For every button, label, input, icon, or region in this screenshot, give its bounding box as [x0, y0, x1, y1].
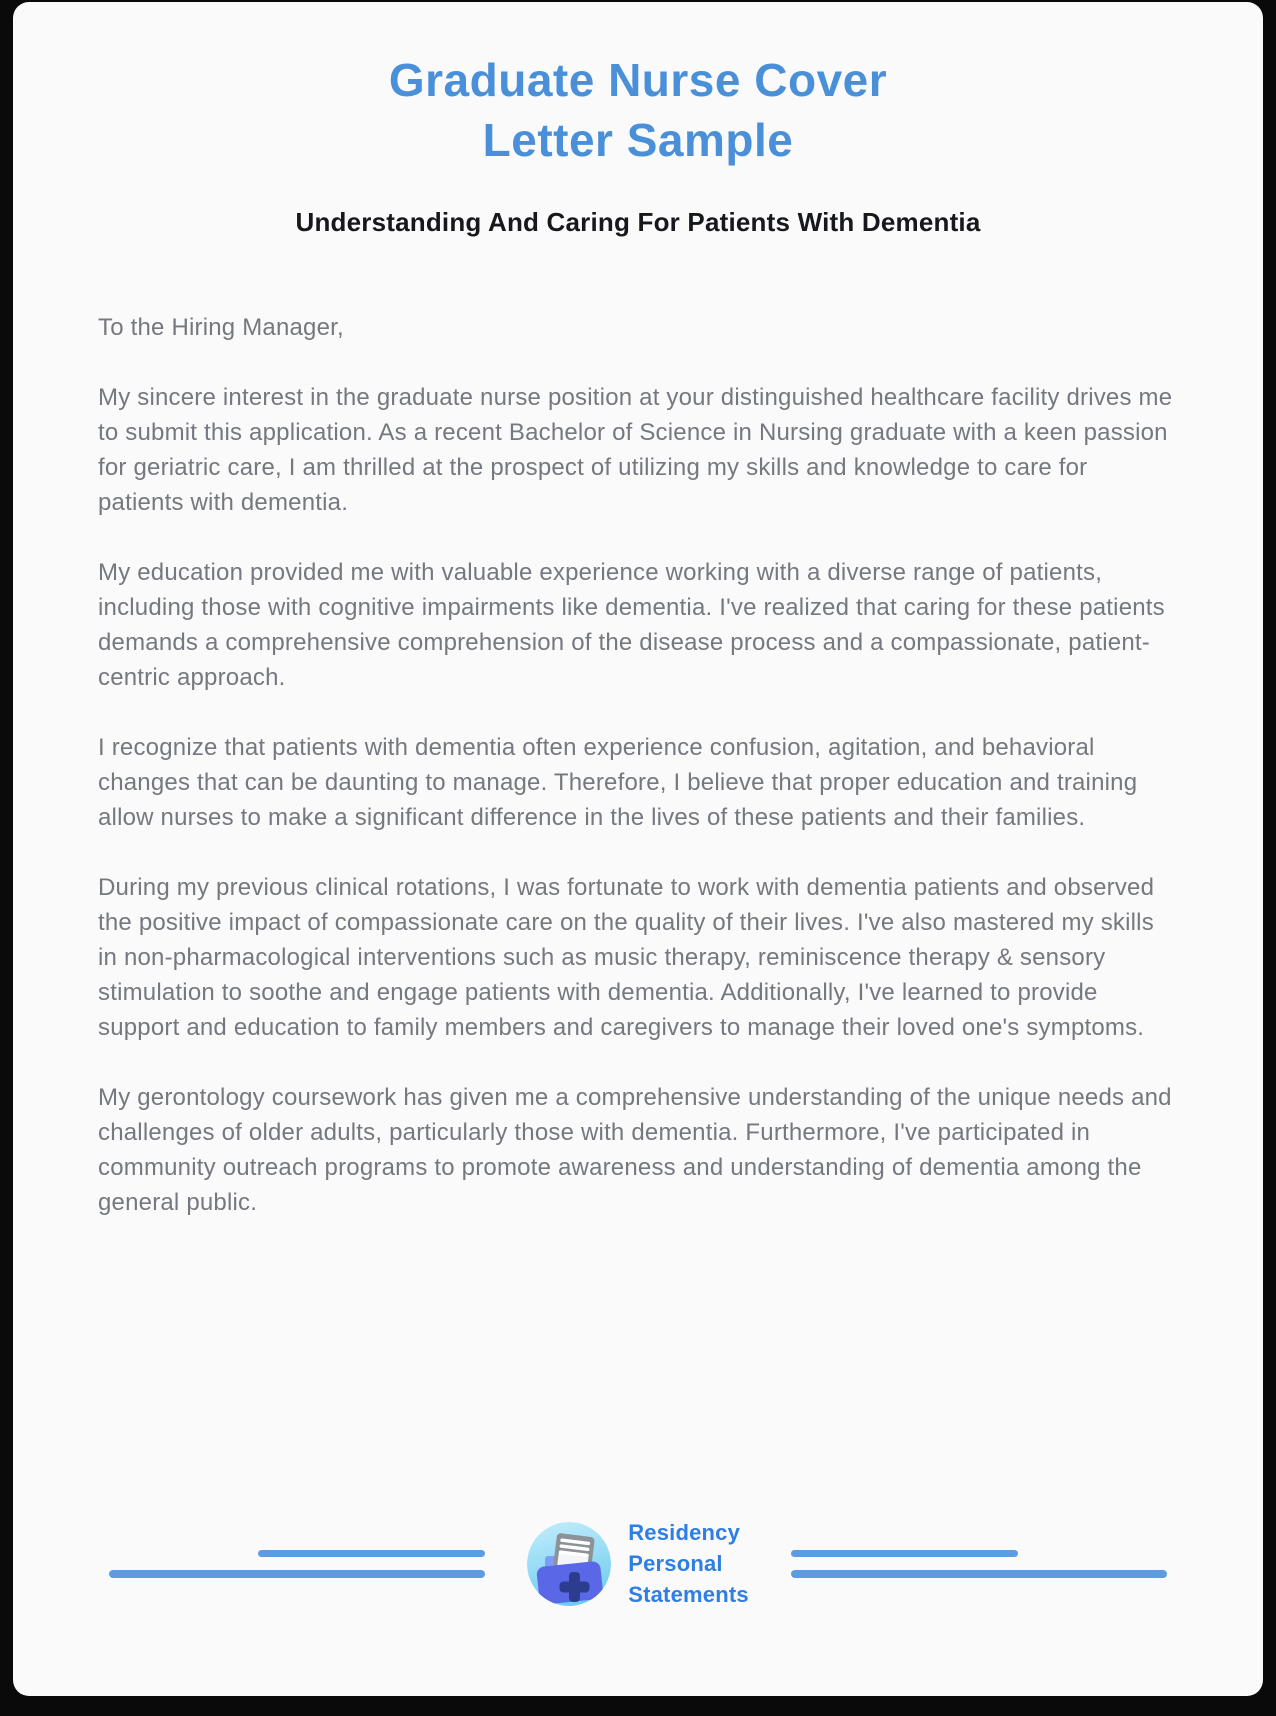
letter-paragraph-5: My gerontology coursework has given me a comprehensive understanding of the unique needs and challenges of older adults, particularly those with dementia. Furthermore, I've participated in community outreach programs to promote awareness and understanding of dementia among the general public.: [98, 1084, 1172, 1216]
divider-lines-left: [109, 1550, 485, 1578]
brand-logo: [527, 1517, 749, 1610]
letter-paragraph-2: My education provided me with valuable experience working with a diverse range of patients, including those with cognitive impairments like dementia. I've realized that caring for these patients demands a comprehensive comprehension of the disease process and a compassionate, patient-centric approach.: [98, 559, 1165, 691]
page-title-line-2: Letter Sample: [482, 114, 794, 166]
divider-line: [791, 1550, 1018, 1557]
divider-line: [109, 1570, 485, 1578]
divider-lines-right: [791, 1550, 1167, 1578]
brand-footer: [13, 1517, 1263, 1610]
letter-paragraph-3: I recognize that patients with dementia often experience confusion, agitation, and behavioral changes that can be daunting to manage. Therefore, I believe that proper education and training allow nurses to make a significant difference in the lives of these patients and their families.: [98, 734, 1138, 831]
brand-name-line-2: Personal: [628, 1551, 723, 1576]
letter-paragraph-4: During my previous clinical rotations, I was fortunate to work with dementia patients and observed the positive impact of compassionate care on the quality of their lives. I've also mastered my skills in non-pharmacological interventions such as music therapy, reminiscence therapy & sensory stimulation to soothe and engage patients with dementia. Additionally, I've learned to provide support and education to family members and caregivers to manage their loved one's symptoms.: [98, 874, 1155, 1041]
page-subtitle: Understanding And Caring For Patients With Dementia: [295, 207, 981, 237]
letter-body: [98, 310, 1178, 1220]
brand-name-line-1: Residency: [628, 1520, 741, 1545]
page-title-line-1: Graduate Nurse Cover: [388, 54, 888, 106]
divider-line: [791, 1570, 1167, 1578]
letter-content: [13, 2, 1263, 1220]
brand-name-line-3: Statements: [628, 1582, 749, 1607]
brand-name: [628, 1517, 749, 1610]
letter-paragraph-1: My sincere interest in the graduate nurse position at your distinguished healthcare facility drives me to submit this application. As a recent Bachelor of Science in Nursing graduate with a keen passion for geriatric care, I am thrilled at the prospect of utilizing my skills and knowledge to care for patients with dementia.: [98, 384, 1173, 516]
divider-line: [258, 1550, 485, 1557]
letter-greeting: To the Hiring Manager,: [98, 314, 344, 341]
document-page: [13, 2, 1263, 1696]
page-title: [98, 50, 1178, 170]
folder-document-medical-cross-icon: [527, 1522, 611, 1606]
